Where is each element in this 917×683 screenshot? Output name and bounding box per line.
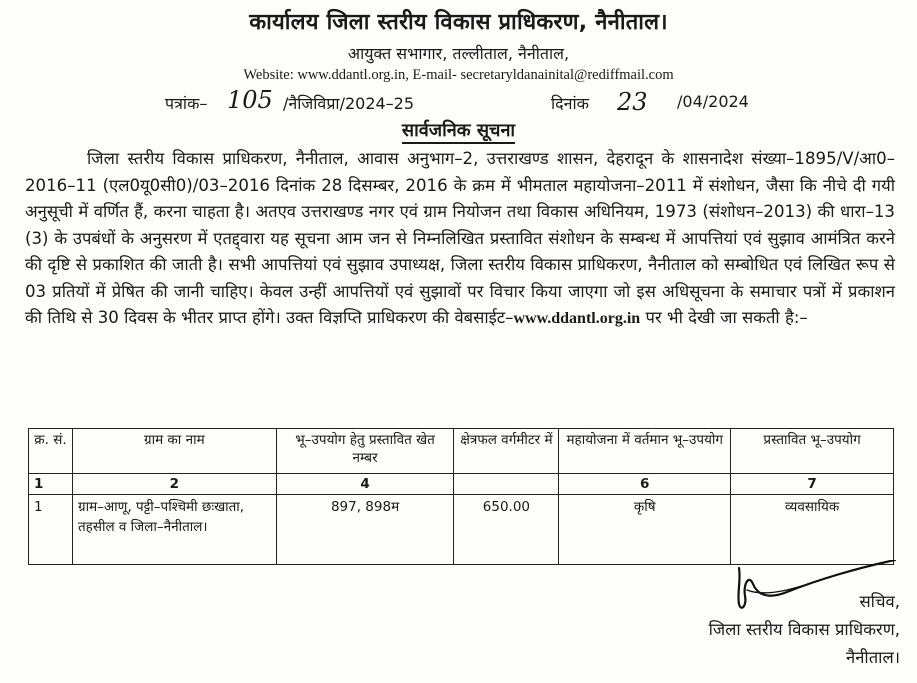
notice-title [0, 118, 917, 142]
date-label: दिनांक [551, 94, 589, 113]
village-cell: ग्राम–आणू, पट्टी–पश्चिमी छःखाता, तहसील व जिला–नैनीताल। [72, 495, 276, 565]
notice-body [25, 146, 895, 333]
numbering-cell: 6 [559, 474, 731, 495]
office-contact: Website: www.ddantl.org.in, E-mail- secretaryldanainital@rediffmail.com [243, 67, 674, 83]
numbering-cell [454, 474, 559, 495]
patrank-number: 105 [227, 86, 273, 114]
notice-body-end: पर भी देखी जा सकती है:– [640, 308, 808, 327]
reference-line [165, 88, 765, 116]
signatory-org: जिला स्तरीय विकास प्राधिकरण, [708, 620, 900, 639]
header-cell: महायोजना में वर्तमान भू–उपयोग [559, 429, 731, 474]
signatory-place: नैनीताल। [845, 648, 900, 667]
schedule-header-row [29, 429, 894, 474]
numbering-cell: 1 [29, 474, 73, 495]
proposed-landuse-cell: व्यवसायिक [731, 495, 894, 565]
notice-body-text: जिला स्तरीय विकास प्राधिकरण, नैनीताल, आवास अनुभाग–2, उत्तराखण्ड शासन, देहरादून के शासनादेश संख्या–1895/V/आ0–2016–11 (एल0यू0सी0)/03–2016 दिनांक 28 दिसम्बर, 2016 के क्रम में भीमताल महायोजना–2011 में संशोधन, जैसा कि नीचे दी गयी अनुसूची में वर्णित हैं, करना चाहता है। अतएव उत्तराखण्ड नगर एवं ग्राम नियोजन तथा विकास अधिनियम, 1973 (संशोधन–2013) की धारा–13 (3) के उपबंधों के अनुसरण में एतद्द्वारा यह सूचना आम जन से निम्नलिखित प्रस्तावित संशोधन के सम्बन्ध में आपत्तियां एवं सुझाव आमंत्रित करने की दृष्टि से प्रकाशित की जाती है। सभी आपत्तियां एवं सुझाव उपाध्यक्ष, जिला स्तरीय विकास प्राधिकरण, नैनीताल को सम्बोधित एवं लिखित रूप से 03 प्रतियों में प्रेषित की जानी चाहिए। केवल उन्हीं आपत्तियों एवं सुझावों पर विचार किया जाएगा जो इस अधिसूचना के समाचार पत्रों में प्रकाशन की तिथि से 30 दिवस के भीतर प्राप्त होंगे। उक्त विज्ञप्ति प्राधिकरण की वेबसाईट– [25, 149, 895, 327]
office-title: कार्यालय जिला स्तरीय विकास प्राधिकरण, नैनीताल। [249, 10, 668, 35]
current-landuse-cell: कृषि [559, 495, 731, 565]
signatory-designation: सचिव, [859, 592, 900, 611]
table-row [29, 495, 894, 565]
date-day: 23 [617, 88, 648, 116]
office-address: आयुक्त सभागार, तल्लीताल, नैनीताल, [347, 44, 570, 63]
numbering-cell: 7 [731, 474, 894, 495]
header-cell: क्र. सं. [29, 429, 73, 474]
date-rest: /04/2024 [677, 92, 749, 111]
numbering-cell: 2 [72, 474, 276, 495]
notice-website: www.ddantl.org.in [513, 310, 641, 327]
schedule-table [28, 428, 894, 565]
header-cell: भू–उपयोग हेतु प्रस्तावित खेत नम्बर [276, 429, 454, 474]
khet-number-cell: 897, 898म [276, 495, 454, 565]
header-cell: प्रस्तावित भू–उपयोग [731, 429, 894, 474]
notice-title-text: सार्वजनिक सूचना [402, 120, 515, 144]
signature-block [560, 588, 900, 672]
numbering-cell: 4 [276, 474, 454, 495]
patrank-label: पत्रांक– [165, 94, 208, 113]
patrank-suffix: /नैजिविप्रा/2024–25 [283, 94, 415, 113]
serial-cell: 1 [29, 495, 73, 565]
area-cell: 650.00 [454, 495, 559, 565]
schedule-numbering-row [29, 474, 894, 495]
header-cell: क्षेत्रफल वर्गमीटर में [454, 429, 559, 474]
header-cell: ग्राम का नाम [72, 429, 276, 474]
